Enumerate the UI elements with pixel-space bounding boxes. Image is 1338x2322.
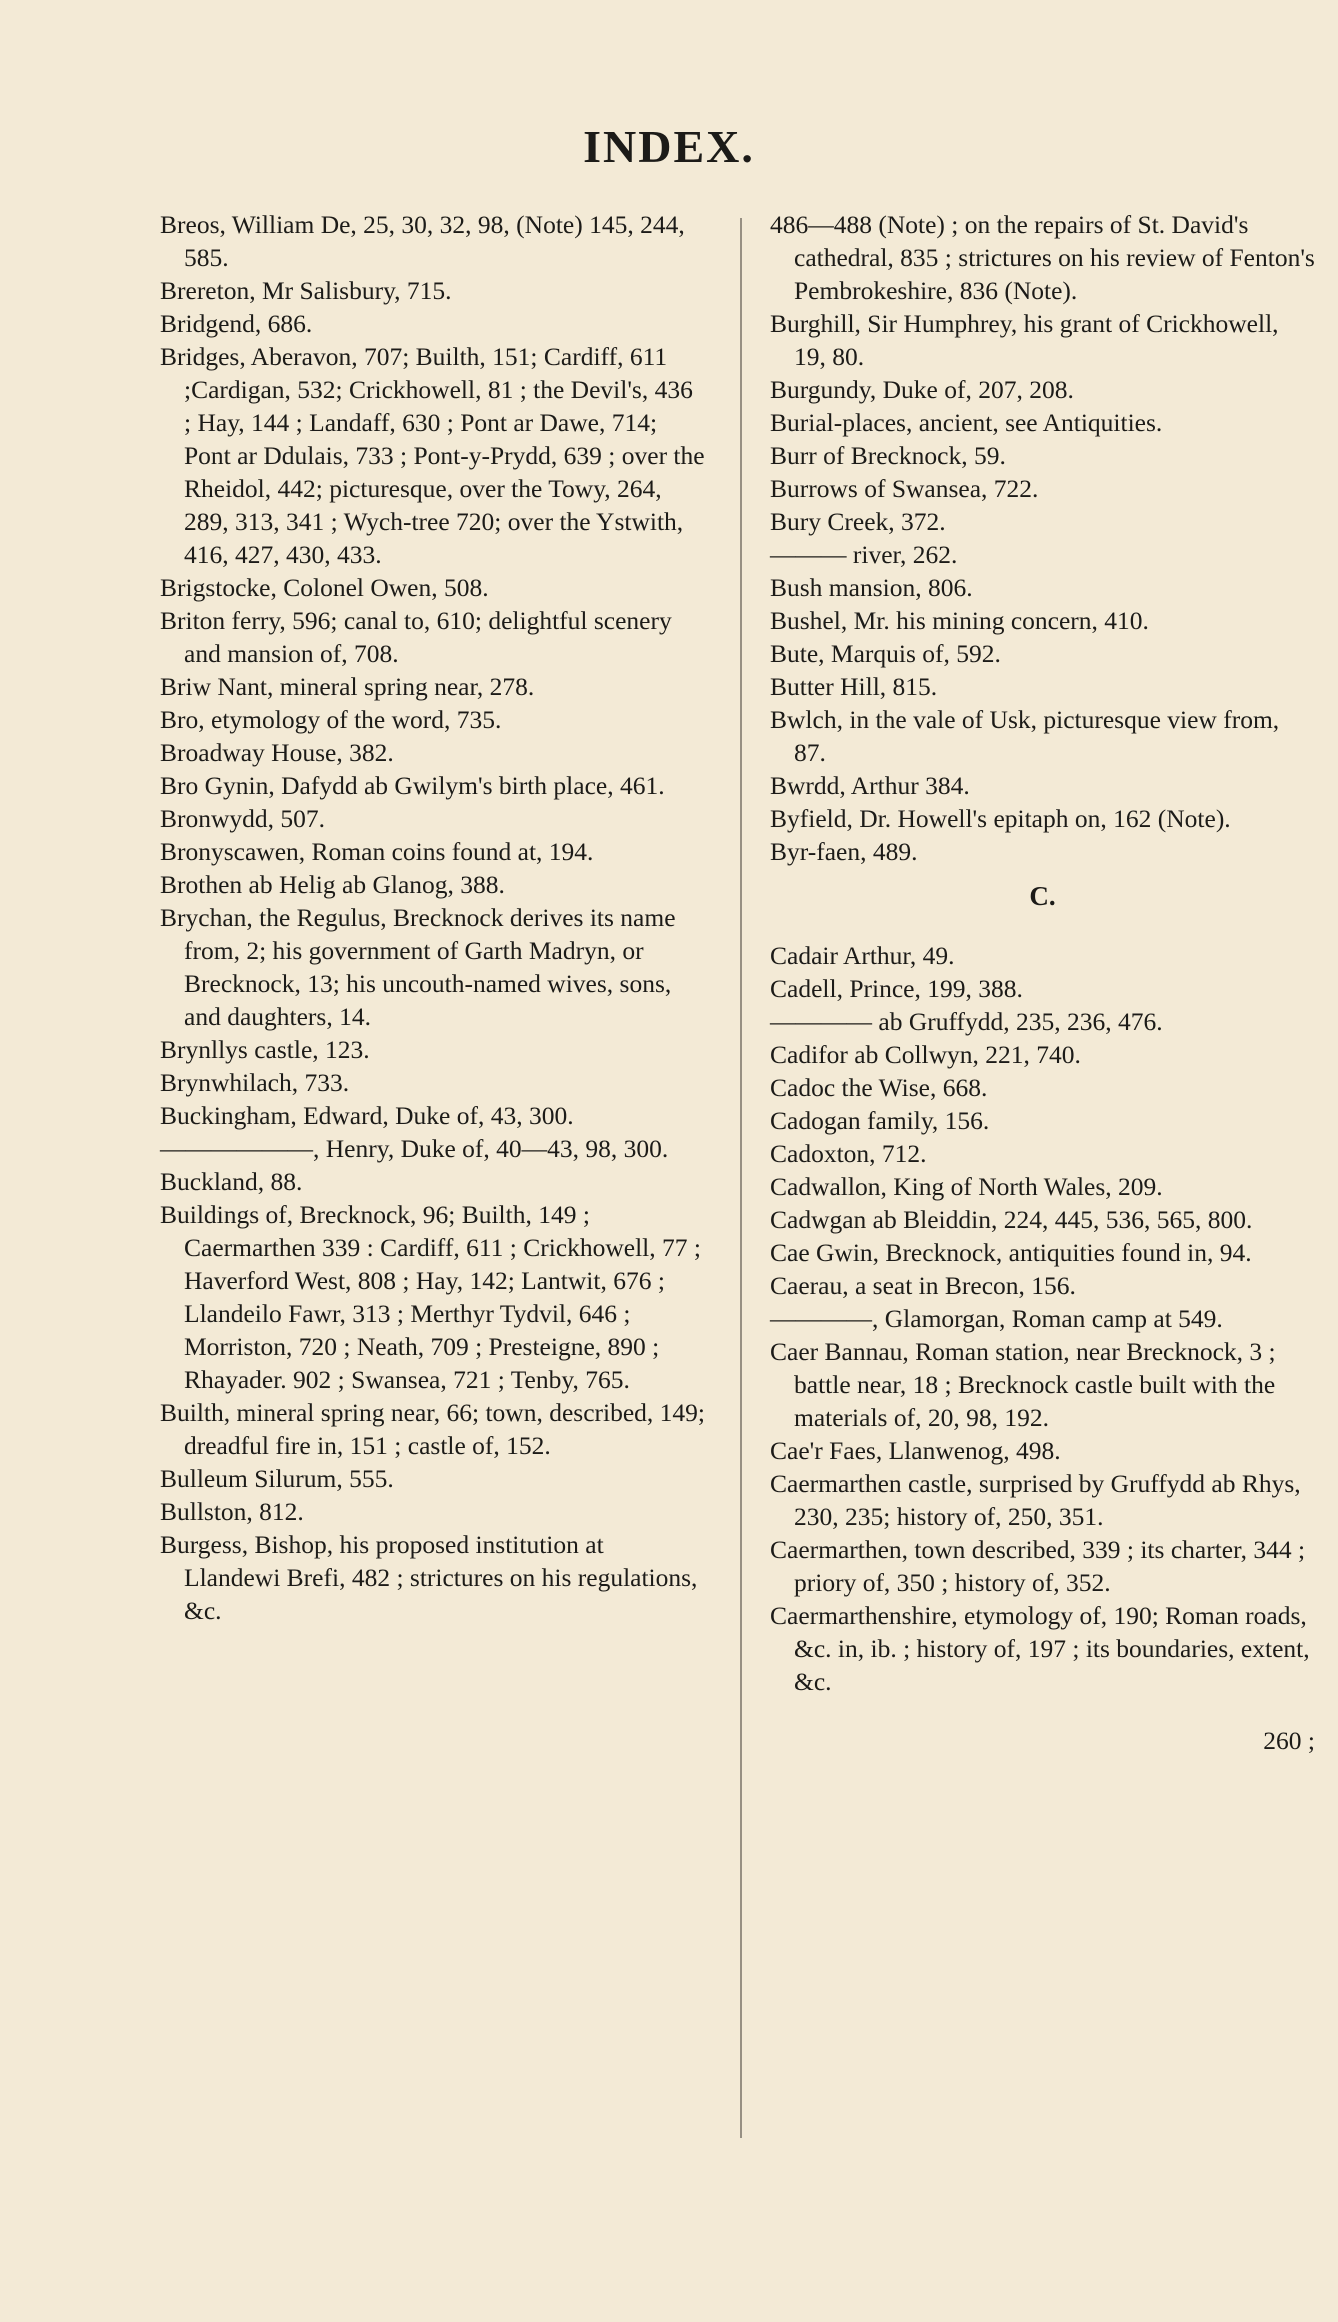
index-entry: Cae'r Faes, Llanwenog, 498. bbox=[770, 1436, 1061, 1465]
index-entry: Caerau, a seat in Brecon, 156. bbox=[770, 1271, 1076, 1300]
index-entry: Burgundy, Duke of, 207, 208. bbox=[770, 375, 1074, 404]
index-entry: Broadway House, 382. bbox=[160, 738, 394, 767]
index-entry: Cadell, Prince, 199, 388. bbox=[770, 974, 1023, 1003]
index-entry: Caermarthen castle, surprised by Gruffydd ab Rhys, 230, 235; history of, 250, 351. bbox=[770, 1469, 1301, 1531]
index-entry: Briton ferry, 596; canal to, 610; delightful scenery and mansion of, 708. bbox=[160, 606, 672, 668]
index-entry: Bullston, 812. bbox=[160, 1497, 304, 1526]
index-entry: Brychan, the Regulus, Brecknock derives its name from, 2; his government of Garth Madryn, or Brecknock, 13; his uncouth-named wives, sons, and daughters, 14. bbox=[160, 903, 676, 1031]
index-entry: Bute, Marquis of, 592. bbox=[770, 639, 1001, 668]
column-divider bbox=[740, 218, 742, 2138]
index-entry: Bush mansion, 806. bbox=[770, 573, 973, 602]
index-entry: Brigstocke, Colonel Owen, 508. bbox=[160, 573, 489, 602]
index-entry: Cadogan family, 156. bbox=[770, 1106, 990, 1135]
index-entry: Cadwgan ab Bleiddin, 224, 445, 536, 565, 800. bbox=[770, 1205, 1253, 1234]
index-entry: Brynwhilach, 733. bbox=[160, 1068, 350, 1097]
index-entry: Buildings of, Brecknock, 96; Builth, 149 ; Caermarthen 339 : Cardiff, 611 ; Crickhowell, 77 ; Haverford West, 808 ; Hay, 142; Lantwit, 676 ; Llandeilo Fawr, 313 ; Merthyr Tydvil, 646 ; Morriston, 720 ; Neath, 709 ; Presteigne, 890 ; Rhayader. 902 ; Swansea, 721 ; Tenby, 765. bbox=[160, 1200, 701, 1394]
index-entry: 486—488 (Note) ; on the repairs of St. David's cathedral, 835 ; strictures on his review of Fenton's Pembrokeshire, 836 (Note). bbox=[770, 210, 1315, 305]
left-column bbox=[160, 208, 705, 1627]
index-entry: Bro, etymology of the word, 735. bbox=[160, 705, 502, 734]
index-entry: ——— river, 262. bbox=[770, 540, 958, 569]
index-entry: Butter Hill, 815. bbox=[770, 672, 938, 701]
right-column bbox=[770, 208, 1315, 1782]
index-entry: Bulleum Silurum, 555. bbox=[160, 1464, 394, 1493]
index-entry: Bro Gynin, Dafydd ab Gwilym's birth place, 461. bbox=[160, 771, 665, 800]
index-entry: Bwrdd, Arthur 384. bbox=[770, 771, 970, 800]
index-entry: Cadwallon, King of North Wales, 209. bbox=[770, 1172, 1163, 1201]
index-entry: Burrows of Swansea, 722. bbox=[770, 474, 1039, 503]
index-entry: Caermarthenshire, etymology of, 190; Roman roads, &c. in, ib. ; history of, 197 ; its boundaries, extent, &c. bbox=[770, 1601, 1310, 1696]
index-entry: Cadoc the Wise, 668. bbox=[770, 1073, 988, 1102]
index-entry: Bury Creek, 372. bbox=[770, 507, 946, 536]
index-entry: Bronwydd, 507. bbox=[160, 804, 326, 833]
section-heading-c: C. bbox=[1029, 881, 1056, 911]
index-entry: Brothen ab Helig ab Glanog, 388. bbox=[160, 870, 505, 899]
index-entry: Bronyscawen, Roman coins found at, 194. bbox=[160, 837, 594, 866]
index-entry: Brynllys castle, 123. bbox=[160, 1035, 370, 1064]
index-entry: Cadifor ab Collwyn, 221, 740. bbox=[770, 1040, 1081, 1069]
index-entry: Cadair Arthur, 49. bbox=[770, 941, 955, 970]
index-entry: Burial-places, ancient, see Antiquities. bbox=[770, 408, 1163, 437]
index-entry: ————, Glamorgan, Roman camp at 549. bbox=[770, 1304, 1223, 1333]
index-entry: Burr of Brecknock, 59. bbox=[770, 441, 1006, 470]
index-entry: ———— ab Gruffydd, 235, 236, 476. bbox=[770, 1007, 1163, 1036]
index-entry: Burgess, Bishop, his proposed institution at Llandewi Brefi, 482 ; strictures on his regulations, &c. bbox=[160, 1530, 698, 1625]
index-entry: Builth, mineral spring near, 66; town, described, 149; dreadful fire in, 151 ; castle of, 152. bbox=[160, 1398, 706, 1460]
index-entry: Breos, William De, 25, 30, 32, 98, (Note) 145, 244, 585. bbox=[160, 210, 685, 272]
index-entry: Caermarthen, town described, 339 ; its charter, 344 ; priory of, 350 ; history of, 352. bbox=[770, 1535, 1306, 1597]
index-entry: Buckingham, Edward, Duke of, 43, 300. bbox=[160, 1101, 574, 1130]
index-entry: Byr-faen, 489. bbox=[770, 837, 918, 866]
index-entry: Byfield, Dr. Howell's epitaph on, 162 (Note). bbox=[770, 804, 1231, 833]
index-entry: Burghill, Sir Humphrey, his grant of Crickhowell, 19, 80. bbox=[770, 309, 1279, 371]
index-entry: Buckland, 88. bbox=[160, 1167, 303, 1196]
index-entry: Caer Bannau, Roman station, near Brecknock, 3 ; battle near, 18 ; Brecknock castle built with the materials of, 20, 98, 192. bbox=[770, 1337, 1276, 1432]
index-entry: Bwlch, in the vale of Usk, picturesque view from, 87. bbox=[770, 705, 1280, 767]
index-entry: Bushel, Mr. his mining concern, 410. bbox=[770, 606, 1149, 635]
index-entry: Bridgend, 686. bbox=[160, 309, 313, 338]
index-entry: Cae Gwin, Brecknock, antiquities found in, 94. bbox=[770, 1238, 1252, 1267]
index-entry: Bridges, Aberavon, 707; Builth, 151; Cardiff, 611 ;Cardigan, 532; Crickhowell, 81 ; the Devil's, 436 ; Hay, 144 ; Landaff, 630 ; Pont ar Dawe, 714; Pont ar Ddulais, 733 ; Pont-y-Prydd, 639 ; over the Rheidol, 442; picturesque, over the Towy, 264, 289, 313, 341 ; Wych-tree 720; over the Ystwith, 416, 427, 430, 433. bbox=[160, 342, 705, 569]
index-entry: Brereton, Mr Salisbury, 715. bbox=[160, 276, 452, 305]
index-entry: Briw Nant, mineral spring near, 278. bbox=[160, 672, 535, 701]
page-title: INDEX. bbox=[583, 121, 755, 172]
continued-page-ref: 260 ; bbox=[1263, 1725, 1315, 1755]
index-entry: ——————, Henry, Duke of, 40—43, 98, 300. bbox=[160, 1134, 669, 1163]
index-entry: Cadoxton, 712. bbox=[770, 1139, 927, 1168]
